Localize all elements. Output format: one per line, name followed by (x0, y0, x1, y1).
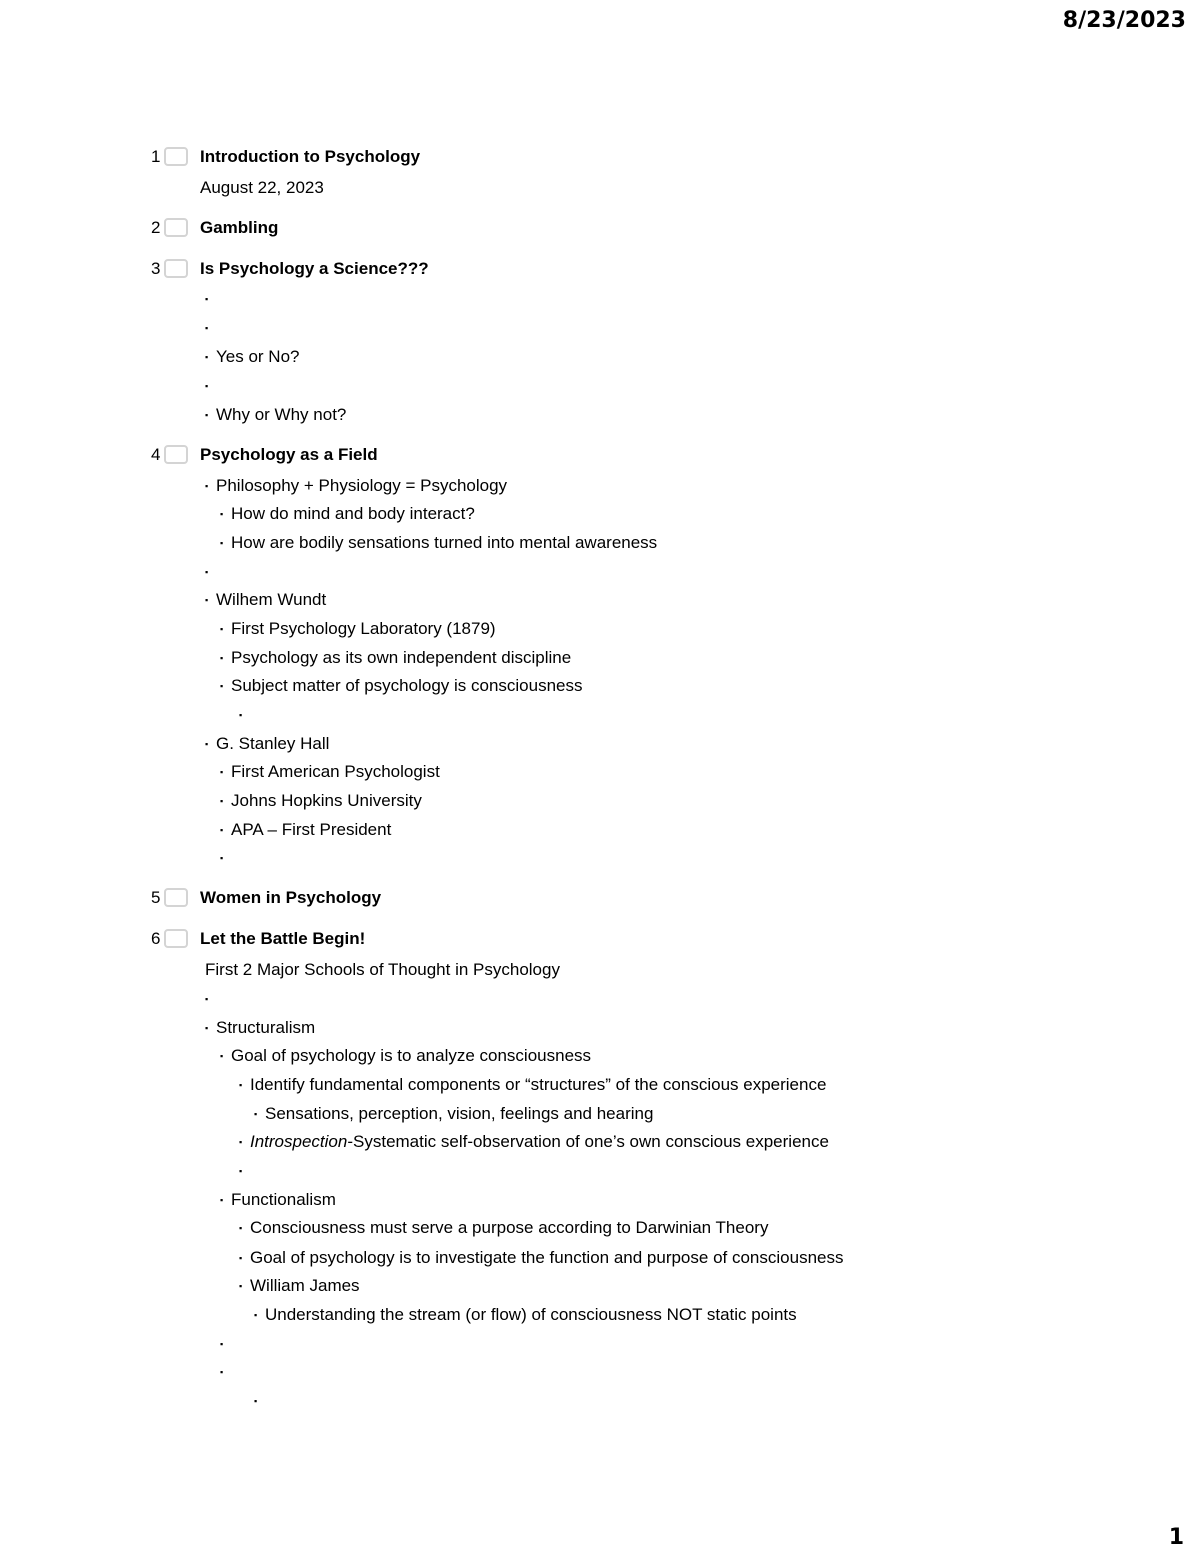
bullet-marker (239, 1132, 250, 1154)
slide-number: 3 (151, 259, 161, 278)
bullet-item (239, 705, 250, 727)
bullet-item (220, 1362, 231, 1384)
slide-number: 2 (151, 218, 161, 237)
slide-title: Psychology as a Field (200, 445, 378, 464)
bullet-marker (220, 1046, 231, 1068)
slide-thumbnail-checkbox[interactable] (164, 445, 188, 464)
slide-number: 5 (151, 888, 161, 907)
bullet-marker (205, 289, 216, 311)
bullet-marker (220, 1362, 231, 1384)
bullet-marker (220, 1190, 231, 1212)
bullet-marker (205, 562, 216, 584)
slide-subtitle: August 22, 2023 (200, 178, 324, 197)
bullet-item: ▪Sensations, perception, vision, feelings and hearing (254, 1104, 653, 1126)
slide-title: Is Psychology a Science??? (200, 259, 429, 278)
bullet-marker (220, 848, 231, 870)
bullet-marker (205, 734, 216, 756)
bullet-marker (205, 989, 216, 1011)
slide-title: Let the Battle Begin! (200, 929, 366, 948)
bullet-marker (239, 1075, 250, 1097)
bullet-item (205, 562, 216, 584)
bullet-marker (254, 1104, 265, 1126)
bullet-item (239, 1161, 250, 1183)
bullet-marker (220, 676, 231, 698)
bullet-item: ▪First American Psychologist (220, 762, 440, 784)
bullet-item: ▪Goal of psychology is to investigate the function and purpose of consciousness (239, 1248, 843, 1270)
bullet-item: ▪Subject matter of psychology is consciousness (220, 676, 583, 698)
bullet-item (205, 376, 216, 398)
bullet-item (205, 318, 216, 340)
bullet-item: ▪Philosophy + Physiology = Psychology (205, 476, 507, 498)
slide-number: 4 (151, 445, 161, 464)
bullet-marker (205, 347, 216, 369)
bullet-marker (205, 590, 216, 612)
bullet-marker (239, 1276, 250, 1298)
bullet-marker (220, 648, 231, 670)
bullet-item: ▪William James (239, 1276, 360, 1298)
bullet-item (220, 1334, 231, 1356)
bullet-marker (220, 619, 231, 641)
bullet-item (205, 989, 216, 1011)
bullet-item: ▪Functionalism (220, 1190, 336, 1212)
bullet-item: ▪Johns Hopkins University (220, 791, 422, 813)
bullet-marker (220, 791, 231, 813)
bullet-item: ▪Identify fundamental components or “structures” of the conscious experience (239, 1075, 826, 1097)
slide-title: Introduction to Psychology (200, 147, 421, 166)
bullet-item (254, 1391, 265, 1413)
bullet-marker (220, 504, 231, 526)
slide-number: 6 (151, 929, 161, 948)
bullet-marker (239, 1161, 250, 1183)
introspection-term: Introspection (250, 1132, 348, 1151)
bullet-item (205, 289, 216, 311)
slide-thumbnail-checkbox[interactable] (164, 259, 188, 278)
bullet-item: ▪How are bodily sensations turned into mental awareness (220, 533, 657, 555)
slide-thumbnail-checkbox[interactable] (164, 888, 188, 907)
slide-thumbnail-checkbox[interactable] (164, 218, 188, 237)
bullet-item: ▪Wilhem Wundt (205, 590, 326, 612)
bullet-marker (239, 1248, 250, 1270)
bullet-item: ▪Understanding the stream (or flow) of consciousness NOT static points (254, 1305, 797, 1327)
slide-thumbnail-checkbox[interactable] (164, 147, 188, 166)
bullet-item: ▪How do mind and body interact? (220, 504, 475, 526)
bullet-marker (220, 533, 231, 555)
bullet-marker (254, 1305, 265, 1327)
introspection-definition: -Systematic self-observation of one’s own conscious experience (347, 1132, 829, 1151)
bullet-marker (220, 1334, 231, 1356)
page-number: 1 (1168, 1525, 1184, 1550)
slide-subtitle: First 2 Major Schools of Thought in Psychology (205, 960, 560, 979)
slide-title: Gambling (200, 218, 279, 237)
bullet-item: ▪Psychology as its own independent discipline (220, 648, 571, 670)
bullet-item: ▪G. Stanley Hall (205, 734, 329, 756)
bullet-marker (205, 476, 216, 498)
bullet-marker (220, 820, 231, 842)
bullet-item: ▪Consciousness must serve a purpose according to Darwinian Theory (239, 1218, 768, 1240)
bullet-item: ▪First Psychology Laboratory (1879) (220, 619, 496, 641)
bullet-item (239, 1132, 829, 1154)
bullet-marker (239, 1218, 250, 1240)
bullet-marker (220, 762, 231, 784)
bullet-marker (254, 1391, 265, 1413)
bullet-marker (205, 1018, 216, 1040)
bullet-marker (205, 376, 216, 398)
bullet-item: ▪Yes or No? (205, 347, 299, 369)
slide-title: Women in Psychology (200, 888, 382, 907)
bullet-item: ▪Why or Why not? (205, 405, 346, 427)
bullet-item: ▪APA – First President (220, 820, 391, 842)
bullet-item (220, 848, 231, 870)
slide-thumbnail-checkbox[interactable] (164, 929, 188, 948)
printout-date: 8/23/2023 (1062, 8, 1186, 33)
bullet-item: ▪Goal of psychology is to analyze consciousness (220, 1046, 591, 1068)
slide-number: 1 (151, 147, 161, 166)
bullet-item: ▪Structuralism (205, 1018, 315, 1040)
bullet-marker (239, 705, 250, 727)
bullet-marker (205, 405, 216, 427)
bullet-marker (205, 318, 216, 340)
